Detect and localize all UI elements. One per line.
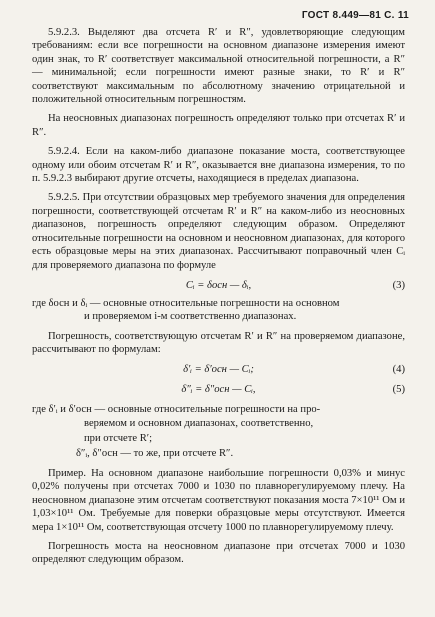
- where-clause-3: δ″ᵢ, δ″осн — то же, при отсчете R″.: [76, 447, 234, 459]
- paragraph-example: Пример. На основном диапазоне наибольшие погрешности 0,03% и минус 0,02% получены при отсчетах 7000 и 1030 по плавнорегулируемому плечу. На неосновном диапазоне этим отсчетам соответствуют показания моста 7×10¹¹ Ом и 1,03×10¹¹ Ом. Требуемые для поверки образцовые меры отсутствуют. Имеется мера 1×10¹¹ Ом, соответствующая отсчету 1000 по плавнорегулируемому плечу.: [32, 467, 405, 533]
- formula-4-expression: δ′ᵢ = δ′осн — Cᵢ;: [183, 363, 254, 375]
- formula-5-number: (5): [392, 383, 405, 395]
- where-clause-2-continuation-1: веряемом и основном диапазонах, соответственно,: [84, 417, 314, 429]
- formula-4: [32, 362, 405, 377]
- where-clause-2: где δ′ᵢ и δ′осн — основные относительные погрешности на про-: [32, 403, 321, 415]
- paragraph-final: Погрешность моста на неосновном диапазоне при отсчетах 7000 и 1030 определяют следующим образом.: [32, 540, 405, 566]
- formula-5-expression: δ″ᵢ = δ″осн — Cᵢ,: [181, 383, 256, 395]
- page-header: ГОСТ 8.449—81 С. 11: [301, 10, 409, 21]
- paragraph-5-9-2-3: 5.9.2.3. Выделяют два отсчета R′ и R″, удовлетворяющие следующим требованиям: если все погрешности на основном диапазоне измерения имеют один знак, то R′ соответствует максимальной относительной погрешности, а R″ — минимальной; если погрешности имеют разные знаки, то R′ и R″ соответствуют максимальным по абсолютному значению отрицательной и положительной относительным погрешностям.: [32, 27, 405, 106]
- paragraph-error-calc: Погрешность, соответствующую отсчетам R′ и R″ на проверяемом диапазоне, рассчитывают по формулам:: [32, 330, 405, 356]
- formula-3: [32, 278, 405, 293]
- where-clause-1: где δосн и δᵢ — основные относительные погрешности на основном: [32, 297, 340, 309]
- paragraph-nonmain-ranges: На неосновных диапазонах погрешность определяют только при отсчетах R′ и R″.: [32, 113, 405, 138]
- where-clause-1-continuation: и проверяемом i-м соответственно диапазонах.: [84, 311, 297, 323]
- formula-3-expression: Cᵢ = δосн — δᵢ,: [185, 279, 252, 291]
- where-clause-2-continuation-2: при отсчете R′;: [84, 432, 153, 444]
- paragraph-5-9-2-5: 5.9.2.5. При отсутствии образцовых мер требуемого значения для определения погрешности, соответствующей отсчетам R′ и R″ на каком-либо из неосновных диапазонов, погрешность определяют следующим образом. Определяют относительные погрешности на основном и неосновном диапазонах, для которого есть образцовые меры на этих диапазонах. Рассчитывают поправочный член Cᵢ для проверяемого диапазона по формуле: [32, 192, 405, 271]
- formula-3-number: (3): [392, 279, 405, 291]
- formula-4-number: (4): [392, 363, 405, 375]
- formula-5: [32, 382, 405, 397]
- paragraph-5-9-2-4: 5.9.2.4. Если на каком-либо диапазоне показание моста, соответствующее одному или обоим отсчетам R′ и R″, оказывается вне диапазона измерения, то по п. 5.9.2.3 выбирают другие отсчеты, находящиеся в пределах диапазона.: [32, 146, 405, 185]
